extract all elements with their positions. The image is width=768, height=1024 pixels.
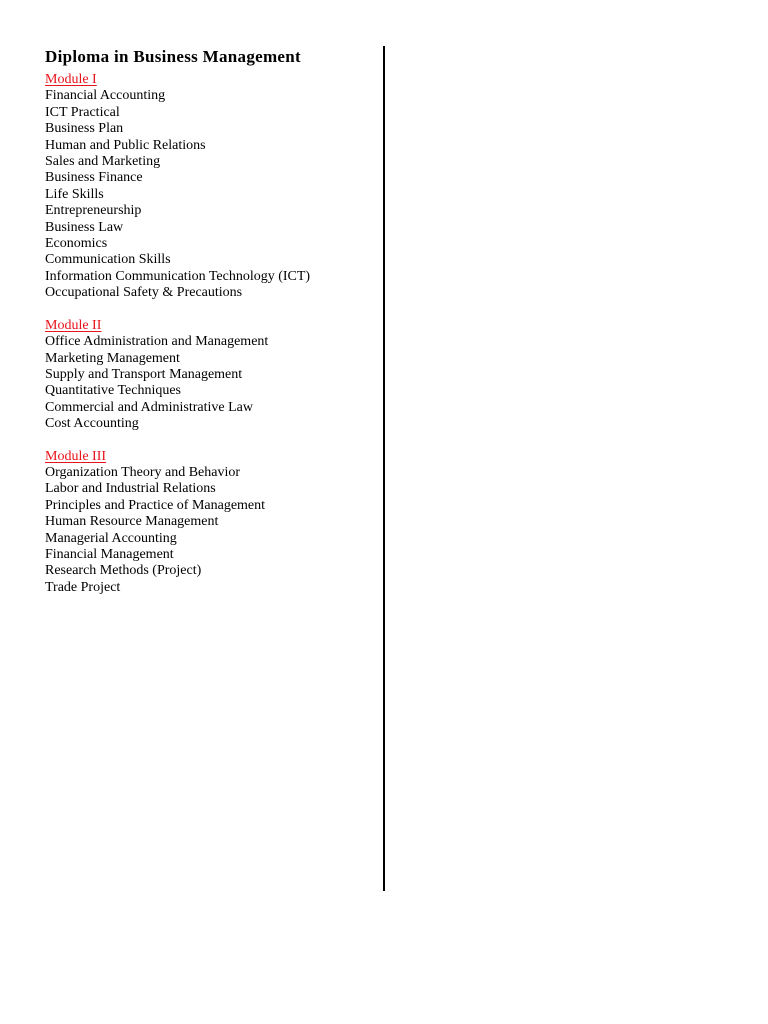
module-heading: Module III bbox=[45, 448, 107, 464]
left-column bbox=[45, 46, 375, 612]
course-item: Financial Accounting bbox=[45, 88, 166, 104]
course-item: Office Administration and Management bbox=[45, 334, 269, 350]
course-item: Principles and Practice of Management bbox=[45, 497, 266, 513]
course-item: ICT Practical bbox=[45, 104, 120, 120]
course-item: Business Plan bbox=[45, 121, 124, 137]
course-list bbox=[45, 465, 375, 596]
module-2 bbox=[45, 318, 375, 433]
module-3 bbox=[45, 449, 375, 597]
course-item: Business Finance bbox=[45, 170, 143, 186]
course-item: Cost Accounting bbox=[45, 416, 139, 432]
course-item: Marketing Management bbox=[45, 350, 180, 366]
course-item: Labor and Industrial Relations bbox=[45, 481, 216, 497]
module-1 bbox=[45, 72, 375, 302]
course-list bbox=[45, 334, 375, 432]
course-item: Information Communication Technology (ICT) bbox=[45, 268, 311, 284]
course-item: Occupational Safety & Precautions bbox=[45, 285, 243, 301]
module-heading: Module II bbox=[45, 317, 102, 333]
course-item: Life Skills bbox=[45, 186, 104, 202]
course-item: Human Resource Management bbox=[45, 514, 219, 530]
document-title: Diploma in Business Management bbox=[45, 47, 301, 66]
course-item: Commercial and Administrative Law bbox=[45, 399, 254, 415]
course-list bbox=[45, 88, 375, 301]
course-item: Economics bbox=[45, 236, 108, 252]
course-item: Organization Theory and Behavior bbox=[45, 464, 241, 480]
course-item: Managerial Accounting bbox=[45, 530, 177, 546]
course-item: Business Law bbox=[45, 219, 124, 235]
course-item: Entrepreneurship bbox=[45, 203, 142, 219]
course-item: Trade Project bbox=[45, 579, 121, 595]
course-item: Quantitative Techniques bbox=[45, 383, 182, 399]
course-item: Sales and Marketing bbox=[45, 154, 161, 170]
course-item: Human and Public Relations bbox=[45, 137, 206, 153]
course-item: Supply and Transport Management bbox=[45, 366, 243, 382]
course-item: Financial Management bbox=[45, 546, 174, 562]
course-item: Research Methods (Project) bbox=[45, 563, 202, 579]
module-heading: Module I bbox=[45, 72, 97, 87]
column-divider bbox=[383, 46, 385, 891]
course-item: Communication Skills bbox=[45, 252, 171, 268]
